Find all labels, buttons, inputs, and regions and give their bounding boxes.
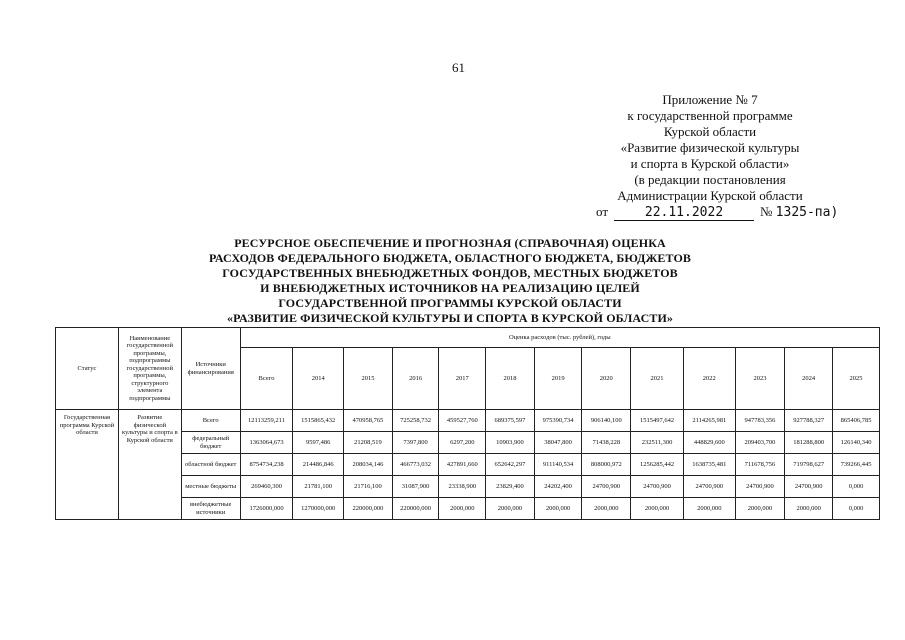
value-cell: 24700,900 [785, 476, 833, 498]
value-cell: 24700,900 [735, 476, 785, 498]
value-cell: 71438,228 [582, 432, 631, 454]
value-cell: 711678,756 [735, 454, 785, 476]
value-cell: 448829,600 [683, 432, 735, 454]
title-line: РЕСУРСНОЕ ОБЕСПЕЧЕНИЕ И ПРОГНОЗНАЯ (СПРАВОЧНАЯ) ОЦЕНКА [234, 236, 666, 250]
title-line: И ВНЕБЮДЖЕТНЫХ ИСТОЧНИКОВ НА РЕАЛИЗАЦИЮ ЦЕЛЕЙ [260, 281, 640, 295]
value-cell: 24700,900 [683, 476, 735, 498]
value-cell: 906140,100 [582, 410, 631, 432]
value-cell: 865406,785 [833, 410, 880, 432]
value-cell: 719798,627 [785, 454, 833, 476]
title-line: «РАЗВИТИЕ ФИЗИЧЕСКОЙ КУЛЬТУРЫ И СПОРТА В КУРСКОЙ ОБЛАСТИ» [227, 311, 673, 325]
value-cell: 652642,297 [486, 454, 535, 476]
source-cell: федеральный бюджет [181, 432, 240, 454]
value-cell: 1256285,442 [631, 454, 684, 476]
value-cell: 2000,000 [486, 498, 535, 520]
value-cell: 31087,900 [392, 476, 439, 498]
header-status: Статус [56, 328, 119, 410]
value-cell: 38047,800 [534, 432, 582, 454]
title-line: ГОСУДАРСТВЕННОЙ ПРОГРАММЫ КУРСКОЙ ОБЛАСТИ [278, 296, 622, 310]
value-cell: 8754734,238 [240, 454, 293, 476]
value-cell: 725258,732 [392, 410, 439, 432]
header-year: 2022 [683, 348, 735, 410]
value-cell: 23829,400 [486, 476, 535, 498]
value-cell: 2114265,981 [683, 410, 735, 432]
header-year: 2016 [392, 348, 439, 410]
approval-date: 22.11.2022 [614, 205, 754, 221]
approval-line [596, 204, 838, 221]
value-cell: 2000,000 [631, 498, 684, 520]
value-cell: 269460,300 [240, 476, 293, 498]
appendix-line: Курской области [663, 124, 757, 139]
value-cell: 24700,900 [631, 476, 684, 498]
value-cell: 24202,400 [534, 476, 582, 498]
value-cell: 209403,700 [735, 432, 785, 454]
page-number: 61 [452, 60, 465, 75]
value-cell: 2000,000 [785, 498, 833, 520]
value-cell: 470958,765 [344, 410, 393, 432]
value-cell: 689375,597 [486, 410, 535, 432]
value-cell: 24700,900 [582, 476, 631, 498]
header-year: 2023 [735, 348, 785, 410]
value-cell: 6297,200 [439, 432, 486, 454]
header-year: 2021 [631, 348, 684, 410]
value-cell: 9597,486 [293, 432, 344, 454]
source-cell: Всего [181, 410, 240, 432]
source-cell: местные бюджеты [181, 476, 240, 498]
value-cell: 947783,356 [735, 410, 785, 432]
value-cell: 1270000,000 [293, 498, 344, 520]
from-label: от [596, 204, 609, 219]
value-cell: 0,000 [833, 476, 880, 498]
appendix-line: к государственной программе [627, 108, 793, 123]
program-cell: Развитие физической культуры и спорта в Курской области [118, 410, 181, 520]
value-cell: 126140,340 [833, 432, 880, 454]
approval-number: 1325-па) [775, 205, 839, 220]
header-program-name: Наименование государственной программы, подпрограммы государственной программы, структурного элемента подпрограммы [118, 328, 181, 410]
source-cell: внебюджетные источники [181, 498, 240, 520]
value-cell: 2000,000 [735, 498, 785, 520]
value-cell: 927788,327 [785, 410, 833, 432]
appendix-header [560, 92, 860, 204]
value-cell: 220000,000 [392, 498, 439, 520]
source-cell: областной бюджет [181, 454, 240, 476]
value-cell: 232511,300 [631, 432, 684, 454]
title-line: РАСХОДОВ ФЕДЕРАЛЬНОГО БЮДЖЕТА, ОБЛАСТНОГО БЮДЖЕТА, БЮДЖЕТОВ [208, 251, 692, 265]
value-cell: 911140,534 [534, 454, 582, 476]
value-cell: 10903,900 [486, 432, 535, 454]
header-year: 2019 [534, 348, 582, 410]
value-cell: 214486,846 [293, 454, 344, 476]
status-cell: Государственная программа Курской области [56, 410, 119, 520]
value-cell: 1515865,432 [293, 410, 344, 432]
title-line: ГОСУДАРСТВЕННЫХ ВНЕБЮДЖЕТНЫХ ФОНДОВ, МЕСТНЫХ БЮДЖЕТОВ [222, 266, 678, 280]
value-cell: 220000,000 [344, 498, 393, 520]
budget-table [55, 327, 880, 520]
header-sources: Источники финансирования [181, 328, 240, 410]
value-cell: 739266,445 [833, 454, 880, 476]
table-row [56, 410, 880, 432]
value-cell: 427891,660 [439, 454, 486, 476]
value-cell: 1363064,673 [240, 432, 293, 454]
document-title [190, 236, 710, 326]
header-estimate: Оценка расходов (тыс. рублей), годы [240, 328, 879, 348]
value-cell: 466773,032 [392, 454, 439, 476]
value-cell: 208034,146 [344, 454, 393, 476]
value-cell: 1726000,000 [240, 498, 293, 520]
value-cell: 808000,972 [582, 454, 631, 476]
value-cell: 7397,800 [392, 432, 439, 454]
header-year: Всего [240, 348, 293, 410]
value-cell: 0,000 [833, 498, 880, 520]
number-label: № [760, 204, 773, 219]
value-cell: 2000,000 [439, 498, 486, 520]
appendix-line: и спорта в Курской области» [630, 156, 790, 171]
appendix-line: (в редакции постановления [634, 172, 786, 187]
header-year: 2014 [293, 348, 344, 410]
value-cell: 21208,519 [344, 432, 393, 454]
value-cell: 181288,800 [785, 432, 833, 454]
appendix-line: «Развитие физической культуры [620, 140, 800, 155]
value-cell: 975390,734 [534, 410, 582, 432]
header-year: 2025 [833, 348, 880, 410]
header-year: 2015 [344, 348, 393, 410]
header-year: 2020 [582, 348, 631, 410]
appendix-line: Администрации Курской области [617, 188, 803, 203]
value-cell: 2000,000 [534, 498, 582, 520]
value-cell: 1515497,642 [631, 410, 684, 432]
value-cell: 459527,760 [439, 410, 486, 432]
value-cell: 21781,100 [293, 476, 344, 498]
header-year: 2017 [439, 348, 486, 410]
header-year: 2018 [486, 348, 535, 410]
value-cell: 1638735,481 [683, 454, 735, 476]
value-cell: 2000,000 [683, 498, 735, 520]
value-cell: 12113259,211 [240, 410, 293, 432]
value-cell: 23338,900 [439, 476, 486, 498]
value-cell: 21716,100 [344, 476, 393, 498]
appendix-line: Приложение № 7 [662, 92, 758, 107]
value-cell: 2000,000 [582, 498, 631, 520]
header-year: 2024 [785, 348, 833, 410]
